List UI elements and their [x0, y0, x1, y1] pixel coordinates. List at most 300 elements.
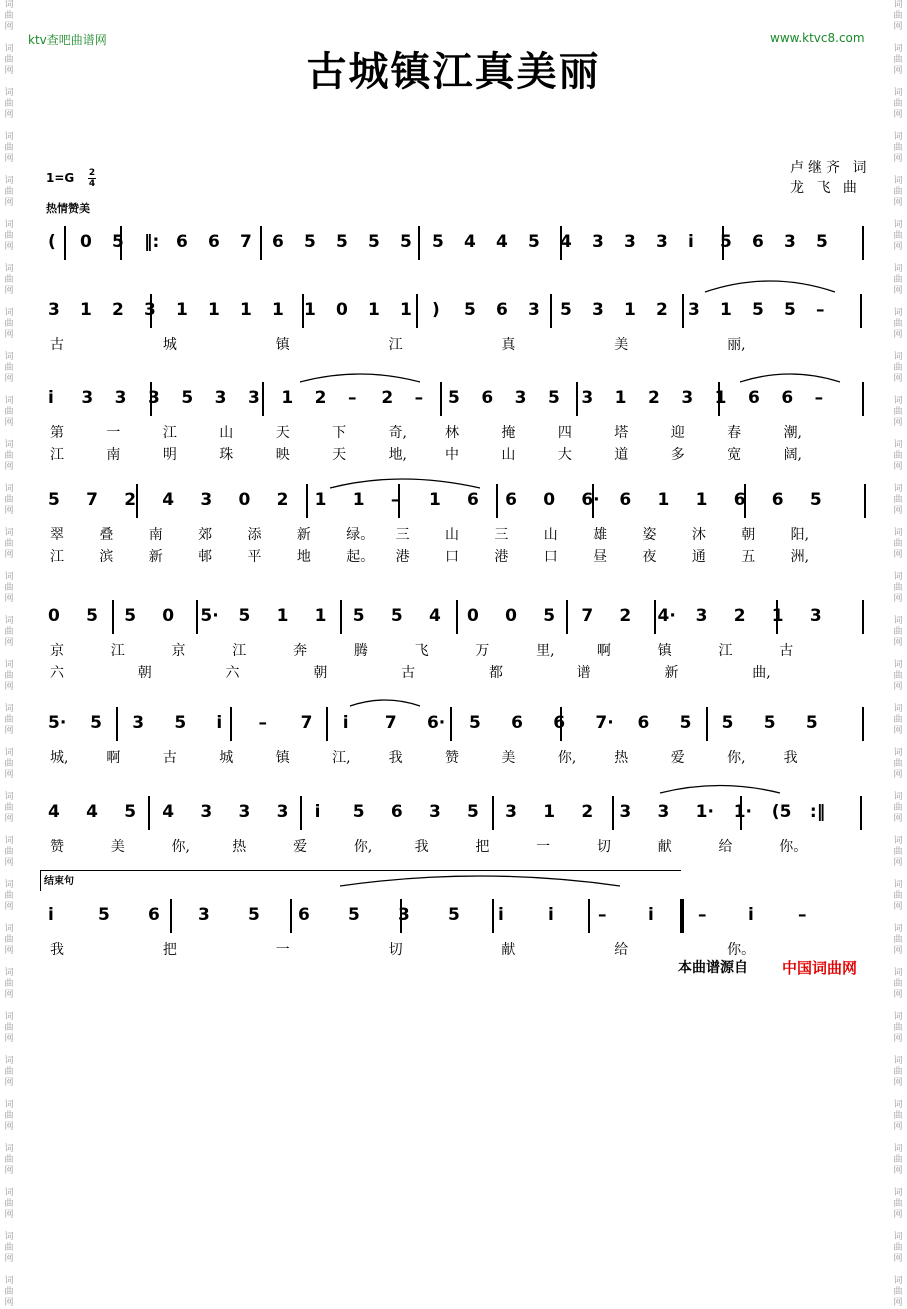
note: 5: [448, 388, 460, 408]
note: 1: [80, 300, 92, 320]
note: 7·: [595, 713, 614, 733]
note: 5: [348, 905, 360, 925]
note: 5: [48, 490, 60, 510]
note: 5·: [48, 713, 67, 733]
note: 3: [148, 388, 160, 408]
note: 5: [543, 606, 556, 626]
lyric-syllable: 献: [657, 839, 672, 855]
note: 2: [276, 490, 289, 510]
note: 5: [390, 606, 403, 626]
note: i: [342, 713, 349, 733]
lyric-syllable: 阳,: [790, 527, 810, 543]
note: (: [48, 232, 56, 252]
note: –: [258, 713, 268, 733]
note: 1: [276, 606, 289, 626]
note: 3: [200, 802, 213, 822]
note: 6: [390, 802, 403, 822]
note: 3: [784, 232, 796, 252]
note: 1: [281, 388, 294, 408]
note: (5: [771, 802, 792, 822]
note: 5: [181, 388, 194, 408]
note: 3: [624, 232, 636, 252]
lyric-syllable: 宽: [727, 447, 742, 463]
note: 6: [511, 713, 523, 733]
note: 1: [657, 490, 670, 510]
lyric-syllable: 港: [395, 549, 410, 565]
note: ‖:: [144, 232, 160, 252]
note: 0: [238, 490, 251, 510]
note: 3: [656, 232, 668, 252]
lyric-syllable: 赞: [50, 839, 64, 855]
lyric-syllable: 切: [596, 839, 611, 855]
note: 6: [771, 490, 784, 510]
lyric-syllable: 天: [332, 447, 347, 463]
lyric-syllable: 赞: [445, 750, 459, 766]
note: 3: [592, 232, 604, 252]
note: 4: [496, 232, 508, 252]
note: 5: [124, 606, 137, 626]
note: 6: [272, 232, 284, 252]
lyric-syllable: 添: [247, 527, 262, 543]
note: 4: [48, 802, 60, 822]
note: 3: [619, 802, 632, 822]
note: 1: [714, 388, 727, 408]
note: i: [688, 232, 694, 252]
note: 5: [763, 713, 776, 733]
note: 6: [781, 388, 794, 408]
note: –: [814, 388, 824, 408]
footer-brand[interactable]: 中国词曲网: [782, 959, 858, 977]
note: 4: [162, 802, 175, 822]
lyric-syllable: 沐: [691, 527, 706, 543]
note: 3: [592, 300, 604, 320]
note: –: [414, 388, 424, 408]
lyric-syllable: 朝: [741, 527, 756, 543]
note: 1: [314, 606, 327, 626]
lyric-syllable: 你。: [779, 839, 808, 855]
lyric-syllable: 地: [296, 549, 311, 565]
note: 5: [560, 300, 572, 320]
note: :‖: [809, 802, 826, 822]
lyric-syllable: 山: [219, 425, 234, 441]
note: 3: [200, 490, 213, 510]
note: 6: [553, 713, 566, 733]
note: 1: [695, 490, 708, 510]
note: 0: [80, 232, 92, 252]
note: 4: [162, 490, 175, 510]
lyric-syllable: 新: [148, 549, 163, 565]
note: 3: [144, 300, 156, 320]
lyric-syllable: 江: [718, 643, 733, 659]
note: 5: [816, 232, 828, 252]
lyric-syllable: 口: [445, 549, 459, 565]
note: 3: [657, 802, 670, 822]
note: i: [314, 802, 321, 822]
lyric-syllable: 万: [475, 643, 490, 659]
lyric-syllable: 你。: [727, 942, 756, 958]
lyric-syllable: 洲,: [790, 549, 810, 565]
slur: [660, 786, 780, 794]
note: 5: [98, 905, 110, 925]
lyric-syllable: 你,: [557, 750, 577, 766]
lyric-syllable: 我: [50, 942, 64, 958]
lyric-syllable: 把: [475, 839, 490, 855]
tempo-marking: 热情赞美: [46, 202, 90, 215]
slur: [330, 479, 480, 488]
lyric-syllable: 镇: [275, 750, 290, 766]
note: 1·: [733, 802, 752, 822]
lyric-syllable: 昼: [593, 549, 608, 565]
note: 3: [81, 388, 94, 408]
note: 7: [240, 232, 252, 252]
note: 3: [238, 802, 251, 822]
lyric-syllable: 飞: [414, 643, 429, 659]
note: 6·: [581, 490, 600, 510]
note: 1·: [695, 802, 714, 822]
lyric-syllable: 给: [614, 942, 629, 958]
note: 2: [581, 802, 594, 822]
note: 5: [174, 713, 187, 733]
lyric-syllable: 朝: [137, 665, 152, 681]
lyric-syllable: 你,: [727, 750, 746, 766]
note: 1: [543, 802, 556, 822]
note: 3: [681, 388, 694, 408]
lyric-syllable: 新: [664, 665, 679, 681]
note: 3: [48, 300, 60, 320]
note: 1: [614, 388, 627, 408]
lyric-syllable: 你,: [171, 839, 190, 855]
note: 0: [162, 606, 175, 626]
lyric-syllable: 丽,: [727, 337, 746, 353]
note: i: [216, 713, 223, 733]
lyricist-credit: 卢继齐 词: [790, 160, 871, 176]
note: 3: [276, 802, 289, 822]
lyric-syllable: 迎: [670, 425, 685, 441]
note: 3: [809, 606, 822, 626]
lyric-syllable: 珠: [219, 447, 234, 463]
lyric-syllable: 朝: [313, 665, 328, 681]
note: 5: [124, 802, 137, 822]
note: 3: [581, 388, 594, 408]
lyric-syllable: 中: [445, 447, 459, 463]
note: 3: [114, 388, 127, 408]
lyric-syllable: 三: [395, 527, 410, 543]
note: 5: [679, 713, 692, 733]
side-watermark-right: 词 曲 网 词 曲 网 词 曲 网 词 曲 网 词 曲 网 词 曲 网 词 曲 网 词 曲 网 词 曲 网 词 曲 网 词 曲 网 词 曲 网 词 曲 网 词 曲 网 词 曲 网 词 曲 网 词 曲 网 词 曲 网 词 曲 网 词 曲 网 词 曲 网 词 曲 网 词 曲 网 词 曲 网 词 曲 网 词 曲 网 词 曲 网 词 曲 网 词 曲 网 词 曲 网: [893, 0, 903, 1308]
lyric-syllable: 六: [50, 665, 64, 681]
lyric-syllable: 切: [388, 942, 403, 958]
note: 2: [381, 388, 394, 408]
note: 6: [733, 490, 746, 510]
note: –: [798, 905, 807, 925]
note: 4: [428, 606, 441, 626]
lyric-syllable: 道: [614, 447, 629, 463]
note: –: [390, 490, 400, 510]
lyric-syllable: 姿: [642, 527, 657, 543]
note: 5·: [200, 606, 219, 626]
lyric-syllable: 美: [614, 337, 629, 353]
lyric-syllable: 天: [275, 425, 290, 441]
lyric-syllable: 热: [232, 839, 247, 855]
note: 0: [336, 300, 348, 320]
note: 5: [448, 905, 460, 925]
lyric-syllable: 江: [110, 643, 125, 659]
lyric-syllable: 邨: [198, 549, 213, 565]
note: 1: [176, 300, 188, 320]
note: 1: [400, 300, 412, 320]
note: 3: [528, 300, 540, 320]
note: 1: [771, 606, 784, 626]
lyric-syllable: 美: [110, 839, 125, 855]
note: i: [748, 905, 754, 925]
lyric-syllable: 南: [106, 447, 121, 463]
lyric-syllable: 六: [225, 665, 240, 681]
note: 3: [688, 300, 700, 320]
lyric-syllable: 五: [741, 549, 756, 565]
note: 1: [624, 300, 636, 320]
note: i: [548, 905, 554, 925]
lyric-syllable: 京: [171, 643, 186, 659]
coda-label: 结束句: [44, 876, 74, 887]
note: 5: [720, 232, 732, 252]
lyric-syllable: 古: [50, 337, 64, 353]
lyric-syllable: 映: [275, 447, 290, 463]
lyric-syllable: 新: [296, 527, 311, 543]
note: 1: [208, 300, 220, 320]
lyric-syllable: 爱: [293, 839, 308, 855]
note: 5: [805, 713, 818, 733]
lyric-syllable: 口: [543, 549, 558, 565]
lyric-syllable: 春: [727, 425, 742, 441]
lyric-syllable: 南: [148, 527, 163, 543]
note: 5: [248, 905, 260, 925]
lyric-syllable: 江: [50, 549, 64, 565]
note: 3: [505, 802, 517, 822]
note: 3: [695, 606, 708, 626]
note: 2: [619, 606, 632, 626]
note: 1: [314, 490, 327, 510]
note: 6: [637, 713, 650, 733]
note: 2: [648, 388, 660, 408]
note: 5: [352, 606, 365, 626]
lyric-syllable: 美: [501, 750, 516, 766]
lyric-syllable: 一: [536, 839, 551, 855]
note: 6: [148, 905, 160, 925]
lyric-syllable: 阔,: [783, 447, 803, 463]
note: 5: [548, 388, 560, 408]
note: 2: [314, 388, 327, 408]
note: 6: [619, 490, 632, 510]
lyric-syllable: 明: [162, 447, 177, 463]
note: 1: [304, 300, 316, 320]
lyric-syllable: 一: [275, 942, 290, 958]
note: 4: [464, 232, 476, 252]
note: 1: [240, 300, 252, 320]
note: 6: [176, 232, 188, 252]
note: 5: [304, 232, 316, 252]
note: 5: [809, 490, 822, 510]
lyric-syllable: 四: [557, 425, 572, 441]
lyric-syllable: 都: [488, 665, 503, 681]
time-signature-top: 2: [88, 168, 96, 178]
note: 1: [352, 490, 365, 510]
lyric-syllable: 大: [557, 447, 572, 463]
note: i: [48, 388, 54, 408]
lyric-syllable: 江: [162, 425, 177, 441]
slur: [300, 374, 420, 382]
note: 1: [720, 300, 732, 320]
note: 6: [467, 490, 479, 510]
lyric-syllable: 古: [779, 643, 794, 659]
note: 2: [112, 300, 124, 320]
lyric-syllable: 林: [445, 425, 459, 441]
lyric-syllable: 一: [106, 425, 121, 441]
note: 5: [784, 300, 796, 320]
lyric-syllable: 里,: [536, 643, 555, 659]
lyric-syllable: 城: [219, 750, 234, 766]
lyric-syllable: 我: [783, 750, 798, 766]
note: 5: [469, 713, 481, 733]
lyric-syllable: 啊: [106, 750, 121, 766]
note: 2: [124, 490, 137, 510]
note: 2: [733, 606, 746, 626]
note: 5: [368, 232, 380, 252]
note: –: [816, 300, 825, 320]
note: 5: [86, 606, 98, 626]
lyric-syllable: 地,: [388, 447, 408, 463]
note: 3: [398, 905, 410, 925]
footer-source: 本曲谱源自: [678, 960, 748, 976]
note: 5: [432, 232, 444, 252]
note: 0: [543, 490, 556, 510]
note: ): [432, 300, 440, 320]
note: 1: [368, 300, 380, 320]
lyric-syllable: 古: [401, 665, 416, 681]
note: 5: [464, 300, 476, 320]
lyric-syllable: 江: [50, 447, 64, 463]
note: 1: [428, 490, 441, 510]
note: 5: [752, 300, 764, 320]
note: 6·: [426, 713, 446, 733]
lyric-syllable: 真: [501, 337, 516, 353]
lyric-syllable: 你,: [353, 839, 373, 855]
lyric-syllable: 江,: [332, 750, 351, 766]
lyric-syllable: 谱: [576, 665, 591, 681]
lyric-syllable: 塔: [614, 425, 629, 441]
note: 4·: [657, 606, 676, 626]
slur: [740, 374, 840, 382]
lyric-syllable: 城: [162, 337, 177, 353]
note: 4: [560, 232, 572, 252]
lyric-syllable: 山: [445, 527, 459, 543]
note: 0: [467, 606, 479, 626]
note: 6: [496, 300, 508, 320]
note: 5: [400, 232, 412, 252]
lyric-syllable: 江: [232, 643, 247, 659]
lyric-syllable: 夜: [642, 549, 657, 565]
lyric-syllable: 叠: [99, 527, 114, 543]
note: 7: [300, 713, 313, 733]
lyric-syllable: 京: [50, 643, 64, 659]
time-signature-bottom: 4: [88, 179, 96, 189]
lyric-syllable: 爱: [670, 750, 685, 766]
note: 6: [752, 232, 764, 252]
note: 5: [112, 232, 124, 252]
note: 6: [505, 490, 517, 510]
note: 5: [467, 802, 479, 822]
note: 7: [581, 606, 594, 626]
note: 5: [90, 713, 102, 733]
note: –: [698, 905, 707, 925]
lyric-syllable: 山: [501, 447, 516, 463]
key-signature: 1=G: [46, 171, 75, 185]
lyric-syllable: 平: [247, 549, 262, 565]
lyric-syllable: 多: [670, 447, 685, 463]
lyric-syllable: 山: [543, 527, 558, 543]
lyric-syllable: 翠: [50, 527, 64, 543]
lyric-syllable: 腾: [353, 643, 368, 659]
lyric-syllable: 啊: [596, 643, 611, 659]
lyric-syllable: 我: [388, 750, 403, 766]
lyric-syllable: 绿。: [346, 527, 375, 543]
lyric-syllable: 曲,: [752, 665, 771, 681]
note: 3: [198, 905, 210, 925]
note: 5: [352, 802, 365, 822]
note: 2: [656, 300, 668, 320]
lyric-syllable: 镇: [657, 643, 672, 659]
lyric-syllable: 三: [494, 527, 509, 543]
lyric-syllable: 给: [718, 839, 733, 855]
note: 4: [86, 802, 98, 822]
slur: [340, 876, 620, 886]
lyric-syllable: 古: [162, 750, 177, 766]
slur: [350, 700, 420, 706]
lyric-syllable: 城,: [50, 750, 69, 766]
composer-credit: 龙 飞 曲: [790, 180, 861, 196]
lyric-syllable: 我: [414, 839, 429, 855]
lyric-syllable: 镇: [275, 337, 290, 353]
lyric-syllable: 热: [614, 750, 629, 766]
note: 5: [336, 232, 348, 252]
note: 3: [514, 388, 527, 408]
note: –: [348, 388, 357, 408]
page-title: 古城镇江真美丽: [306, 48, 601, 95]
lyric-syllable: 通: [691, 549, 706, 565]
lyric-syllable: 滨: [99, 549, 114, 565]
note: i: [48, 905, 54, 925]
lyric-syllable: 下: [332, 425, 347, 441]
lyric-syllable: 奇,: [388, 425, 408, 441]
note: 7: [86, 490, 98, 510]
site-name-left[interactable]: ktv查吧曲谱网: [28, 33, 107, 47]
slur: [705, 281, 835, 292]
note: 0: [505, 606, 517, 626]
note: 3: [214, 388, 227, 408]
lyric-syllable: 献: [501, 942, 516, 958]
lyric-syllable: 把: [162, 942, 177, 958]
note: 5: [238, 606, 251, 626]
site-url-right[interactable]: www.ktvc8.com: [770, 31, 865, 45]
note: 6: [298, 905, 310, 925]
note: 7: [384, 713, 397, 733]
lyric-syllable: 第: [50, 425, 64, 441]
note: 0: [48, 606, 60, 626]
lyric-syllable: 奔: [293, 643, 308, 659]
note: –: [598, 905, 607, 925]
lyric-syllable: 起。: [346, 549, 375, 565]
lyric-syllable: 郊: [198, 527, 213, 543]
lyric-syllable: 雄: [593, 527, 608, 543]
